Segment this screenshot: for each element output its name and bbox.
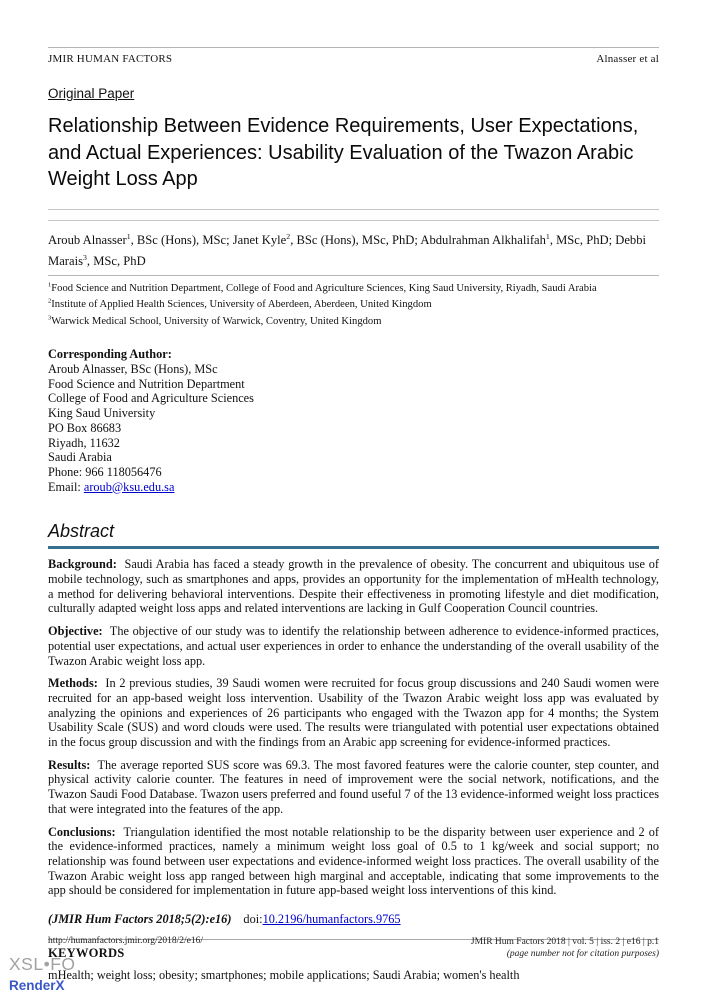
doi-link[interactable]: 10.2196/humanfactors.9765 — [262, 912, 401, 927]
affiliation: $^1$Food Science and Nutrition Department, College of Food and Agriculture Sciences, King Saud University, Riyadh, Saudi Arabia — [48, 280, 597, 294]
abstract-section-label: Results: — [48, 757, 91, 772]
abstract-section: Background: Saudi Arabia has faced a steady growth in the prevalence of obesity. The concurrent and ubiquitous use of mobile technology, such as smartphones and apps, provides an opportunity for the implementation of mHealth technology, a method for delivering behavioral interventions. Despite their effectiveness in promoting lifestyle and diet modification, culturally adapted weight loss apps and related interventions are lacking in Gulf Cooperation Council countries. — [48, 557, 659, 616]
footer-note: (page number not for citation purposes) — [506, 949, 659, 959]
author: Janet Kyle$^2$, BSc (Hons), MSc, PhD; — [232, 231, 421, 247]
author-affiliation-sup: 1 — [126, 231, 131, 241]
corresponding-author-line: Saudi Arabia — [48, 450, 112, 465]
affiliation-sup: 1 — [48, 280, 52, 288]
corresponding-author-line: Riyadh, 11632 — [48, 435, 120, 450]
affiliation-list — [48, 281, 659, 331]
article-type-label: Original Paper — [48, 86, 135, 101]
running-head-authors: Alnasser et al — [596, 53, 659, 65]
doi-label: doi: — [243, 912, 263, 927]
corresponding-author-block — [48, 347, 659, 494]
abstract-section: Results: The average reported SUS score was 69.3. The most favored features were the calorie counter, step counter, and physical activity calorie counter. The features in need of improvement were the social network, notifications, and the Twazon Saudi Food Database. Twazon users preferred and found useful 7 of the 13 evidence-informed weight loss practices that were integrated into the features of the app. — [48, 757, 659, 816]
page-header — [48, 53, 659, 65]
keywords-heading: KEYWORDS — [48, 946, 125, 961]
abstract-section-label: Methods: — [48, 676, 98, 691]
corresponding-author-email-line — [48, 480, 659, 495]
corresponding-author-line: Food Science and Nutrition Department — [48, 376, 245, 391]
affiliation-sup: 3 — [48, 314, 52, 322]
author-list — [48, 230, 659, 272]
renderx-logo-text: RenderX — [9, 978, 65, 993]
article-title: Relationship Between Evidence Requirements, User Expectations, and Actual Experiences: Usability Evaluation of the Twazon Arabic Weight Loss App — [48, 115, 639, 190]
xslfo-logo-text: XSL•FO — [9, 954, 76, 974]
abstract-sections — [48, 557, 659, 898]
abstract-section: Methods: In 2 previous studies, 39 Saudi women were recruited for focus group discussions and 240 Saudi women were recruited for an app-based weight loss intervention. Usability of the Twazon Arabic weight loss app was evaluated by analyzing the opinions and experiences of 26 participants who engaged with the Twazon app for 4 months; the System Usability Scale (SUS) and word clouds were used. The results were triangulated with potential user expectations obtained in the focus group discussion and with the findings from an Arabic app screening for evidence-informed practices. — [48, 676, 659, 750]
abstract-heading: Abstract — [48, 521, 659, 549]
email-link[interactable]: aroub@ksu.edu.sa — [83, 479, 175, 494]
journal-name: JMIR HUMAN FACTORS — [48, 53, 173, 65]
footer-citation — [471, 936, 659, 960]
author: Debbi Marais$^3$, MSc, PhD — [48, 232, 647, 268]
corresponding-author-line: College of Food and Agriculture Sciences — [48, 391, 254, 406]
authors-rule — [48, 275, 659, 276]
abstract-section-label: Conclusions: — [48, 824, 116, 839]
corresponding-author-line: PO Box 86683 — [48, 420, 122, 435]
header-rule — [48, 47, 659, 48]
affiliation: $^3$Warwick Medical School, University of Warwick, Coventry, United Kingdom — [48, 314, 382, 327]
email-label: Email: — [48, 479, 84, 494]
author-affiliation-sup: 1 — [545, 231, 550, 241]
abstract-section-label: Background: — [48, 557, 117, 572]
author: Aroub Alnasser$^1$, BSc (Hons), MSc; — [48, 231, 233, 247]
footer-journal-cite: JMIR Hum Factors 2018 | vol. 5 | iss. 2 | e16 | p.1 — [470, 937, 659, 947]
renderx-logo — [9, 954, 76, 993]
corresponding-author-heading: Corresponding Author: — [48, 347, 172, 362]
affiliation: $^2$Institute of Applied Health Sciences, University of Aberdeen, Aberdeen, United Kingdom — [48, 297, 432, 311]
corresponding-author-line: Aroub Alnasser, BSc (Hons), MSc — [48, 361, 218, 376]
abstract-section: Conclusions: Triangulation identified the most notable relationship to be the disparity between user experience and 2 of the evidence-informed practices, namely a minimum weight loss goal of 0.5 to 1 kg/week and social support; no relationship was found between user expectations and evidence-informed weight loss practices. The overall usability of the Twazon Arabic weight loss app ranged between high marginal and acceptable, indicating that some improvements to the app should be considered for implementation in future app-based weight loss interventions of this kind. — [48, 824, 659, 898]
citation-ref: (JMIR Hum Factors 2018;5(2):e16) — [48, 912, 232, 927]
footer-url: http://humanfactors.jmir.org/2018/2/e16/ — [48, 936, 203, 946]
paper-content — [48, 0, 659, 983]
abstract-section-label: Objective: — [48, 624, 103, 639]
affiliation-sup: 2 — [48, 297, 52, 305]
title-rule-bottom — [48, 220, 659, 221]
corresponding-author-lines — [48, 362, 659, 480]
author-affiliation-sup: 3 — [82, 252, 87, 262]
citation-line — [48, 912, 659, 927]
author: Abdulrahman Alkhalifah$^1$, MSc, PhD; — [420, 231, 616, 247]
title-rule-top — [48, 209, 659, 210]
corresponding-author-line: Phone: 966 118056476 — [48, 464, 162, 479]
keywords-text: mHealth; weight loss; obesity; smartphones; mobile applications; Saudi Arabia; women's health — [48, 968, 520, 983]
corresponding-author-line: King Saud University — [48, 406, 156, 421]
abstract-section: Objective: The objective of our study was to identify the relationship between adherence to evidence-informed practices, potential user expectations, and actual user experiences in order to enhance the understanding of the overall usability of the Twazon Arabic weight loss app. — [48, 624, 659, 668]
author-affiliation-sup: 2 — [286, 231, 291, 241]
